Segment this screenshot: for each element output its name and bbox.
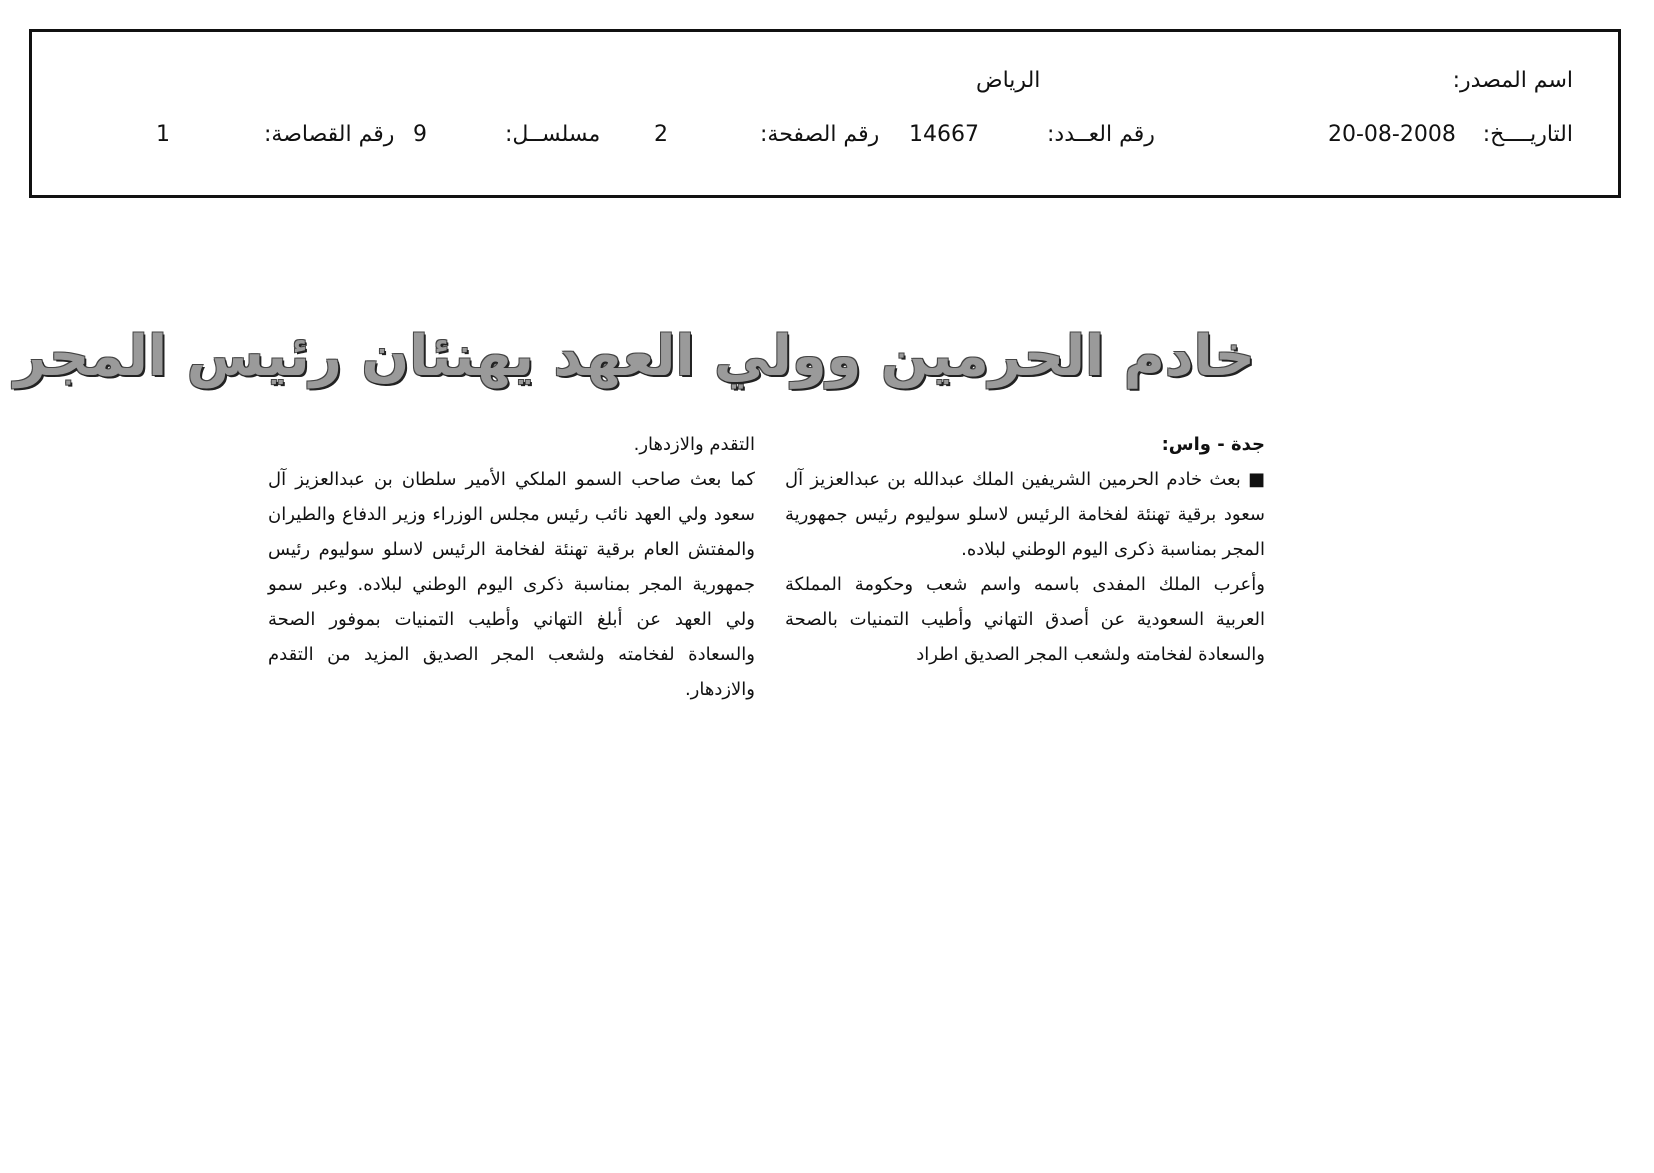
- date-label: التاريــــخ:: [1482, 122, 1573, 147]
- page-label: رقم الصفحة:: [760, 122, 880, 147]
- source-label: اسم المصدر:: [1452, 68, 1573, 93]
- issue-label: رقم العــدد:: [1047, 122, 1155, 147]
- page-value: 2: [654, 122, 668, 147]
- serial-label: مسلســل:: [505, 122, 601, 147]
- serial-value: 9: [413, 122, 427, 147]
- source-value: الرياض: [976, 68, 1041, 93]
- clipping-header: [29, 29, 1621, 198]
- article-column-left: [268, 427, 755, 707]
- issue-value: 14667: [909, 122, 979, 147]
- clip-value: 1: [156, 122, 170, 147]
- article-headline: خادم الحرمين وولي العهد يهنئان رئيس المجر: [14, 324, 1255, 389]
- article-paragraph: ■ بعث خادم الحرمين الشريفين الملك عبدالله بن عبدالعزيز آل سعود برقية تهنئة لفخامة الرئيس لاسلو سوليوم رئيس جمهورية المجر بمناسبة ذكرى اليوم الوطني لبلاده.: [785, 469, 1265, 560]
- article-paragraph: وأعرب الملك المفدى باسمه واسم شعب وحكومة المملكة العربية السعودية عن أصدق التهاني وأطيب التمنيات بالصحة والسعادة لفخامته ولشعب المجر الصديق اطراد: [785, 574, 1265, 665]
- clip-label: رقم القصاصة:: [264, 122, 395, 147]
- article-column-right: [785, 427, 1265, 672]
- date-value: 20-08-2008: [1328, 122, 1456, 147]
- article-dateline: جدة - واس:: [1161, 434, 1265, 455]
- article-paragraph: كما بعث صاحب السمو الملكي الأمير سلطان بن عبدالعزيز آل سعود ولي العهد نائب رئيس مجلس الوزراء وزير الدفاع والطيران والمفتش العام برقية تهنئة لفخامة الرئيس لاسلو سوليوم رئيس جمهورية المجر بمناسبة ذكرى اليوم الوطني لبلاده. وعبر سمو ولي العهد عن أبلغ التهاني وأطيب التمنيات بموفور الصحة والسعادة لفخامته ولشعب المجر الصديق المزيد من التقدم والازدهار.: [268, 469, 755, 700]
- article-paragraph: التقدم والازدهار.: [633, 434, 755, 455]
